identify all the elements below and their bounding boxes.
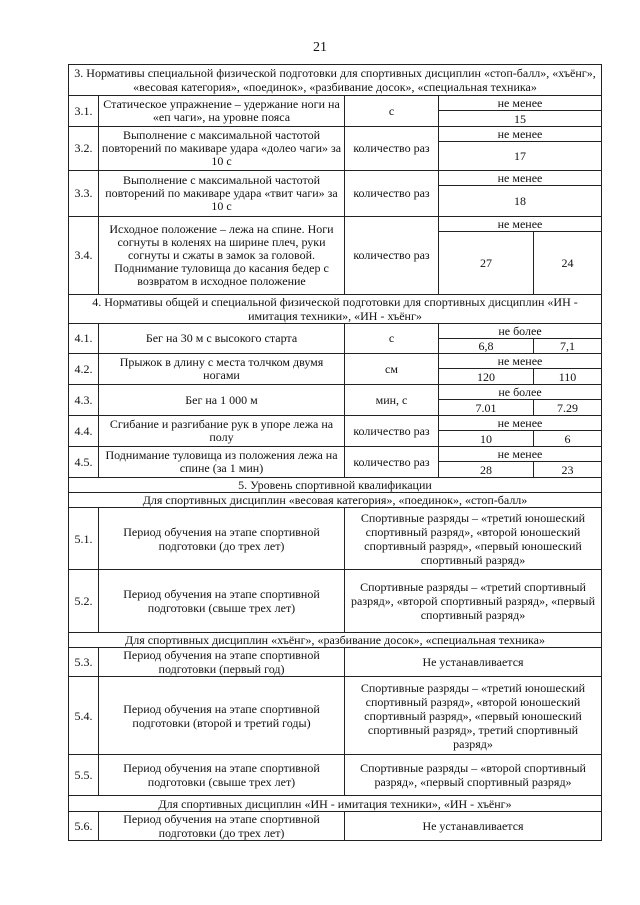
section-header: Для спортивных дисциплин «ИН - имитация техники», «ИН - хъёнг» (69, 796, 602, 812)
table-row (69, 324, 602, 339)
row-unit: количество раз (345, 217, 439, 295)
row-value-1: 6,8 (439, 339, 534, 354)
page-number: 21 (313, 40, 327, 55)
row-condition: не менее (439, 447, 602, 462)
row-number: 5.5. (69, 755, 99, 796)
table-row (69, 295, 602, 324)
table-row (69, 478, 602, 493)
row-value-2: 7.29 (534, 400, 602, 416)
row-value-2: 7,1 (534, 339, 602, 354)
row-number: 3.4. (69, 217, 99, 295)
row-unit: количество раз (345, 447, 439, 478)
row-condition: не менее (439, 354, 602, 369)
row-description: Поднимание туловища из положения лежа на спине (за 1 мин) (99, 447, 345, 478)
row-unit: с (345, 324, 439, 354)
row-condition: не более (439, 324, 602, 339)
row-value: 17 (439, 142, 602, 171)
section-header: 4. Нормативы общей и специальной физической подготовки для спортивных дисциплин «ИН - имитация техники», «ИН - хъёнг» (69, 295, 602, 324)
table-row (69, 648, 602, 677)
row-description: Период обучения на этапе спортивной подготовки (до трех лет) (99, 812, 345, 841)
row-number: 4.2. (69, 354, 99, 385)
row-description: Бег на 30 м с высокого старта (99, 324, 345, 354)
section-header: 3. Нормативы специальной физической подготовки для спортивных дисциплин «стоп-балл», «хъёнг», «весовая категория», «поединок», «разбивание досок», «специальная техника» (69, 65, 602, 96)
standards-table (68, 64, 602, 841)
row-description: Период обучения на этапе спортивной подготовки (второй и третий годы) (99, 677, 345, 755)
table-row (69, 796, 602, 812)
row-description: Прыжок в длину с места толчком двумя ногами (99, 354, 345, 385)
row-condition: не менее (439, 127, 602, 142)
row-unit: количество раз (345, 171, 439, 217)
row-condition: не менее (439, 171, 602, 186)
row-number: 5.4. (69, 677, 99, 755)
row-number: 5.6. (69, 812, 99, 841)
table-row (69, 416, 602, 431)
row-number: 4.5. (69, 447, 99, 478)
row-number: 4.3. (69, 385, 99, 416)
row-value: 15 (439, 111, 602, 127)
row-number: 4.1. (69, 324, 99, 354)
row-condition: не менее (439, 96, 602, 111)
table-row (69, 385, 602, 400)
row-value-1: 28 (439, 462, 534, 478)
table-row (69, 217, 602, 232)
section-header: Для спортивных дисциплин «хъёнг», «разбивание досок», «специальная техника» (69, 633, 602, 648)
row-value: Не устанавливается (345, 812, 602, 841)
row-value: 18 (439, 186, 602, 217)
row-condition: не менее (439, 217, 602, 232)
row-description: Выполнение с максимальной частотой повторений по макиваре удара «твит чаги» за 10 с (99, 171, 345, 217)
row-value: Не устанавливается (345, 648, 602, 677)
row-unit: мин, с (345, 385, 439, 416)
section-header: 5. Уровень спортивной квалификации (69, 478, 602, 493)
row-unit: количество раз (345, 127, 439, 171)
row-description: Статическое упражнение – удержание ноги на «еп чаги», на уровне пояса (99, 96, 345, 127)
row-value: Спортивные разряды – «третий юношеский спортивный разряд», «второй юношеский спортивный разряд», «первый юношеский спортивный разряд», третий спортивный разряд» (345, 677, 602, 755)
row-unit: см (345, 354, 439, 385)
row-condition: не менее (439, 416, 602, 431)
row-unit: с (345, 96, 439, 127)
table-row (69, 493, 602, 508)
row-value-1: 27 (439, 232, 534, 295)
row-description: Период обучения на этапе спортивной подготовки (свыше трех лет) (99, 570, 345, 633)
row-number: 5.3. (69, 648, 99, 677)
table-row (69, 570, 602, 633)
row-value-2: 24 (534, 232, 602, 295)
table-row (69, 447, 602, 462)
row-description: Период обучения на этапе спортивной подготовки (до трех лет) (99, 508, 345, 570)
row-value-2: 110 (534, 369, 602, 385)
row-number: 3.2. (69, 127, 99, 171)
table-row (69, 508, 602, 570)
table-row (69, 812, 602, 841)
table-row (69, 677, 602, 755)
section-header: Для спортивных дисциплин «весовая категория», «поединок», «стоп-балл» (69, 493, 602, 508)
table-row (69, 171, 602, 186)
row-description: Бег на 1 000 м (99, 385, 345, 416)
row-value-2: 6 (534, 431, 602, 447)
table-row (69, 65, 602, 96)
row-value-1: 7.01 (439, 400, 534, 416)
row-description: Период обучения на этапе спортивной подготовки (свыше трех лет) (99, 755, 345, 796)
row-description: Сгибание и разгибание рук в упоре лежа на полу (99, 416, 345, 447)
row-value: Спортивные разряды – «третий юношеский спортивный разряд», «второй юношеский спортивный разряд», «первый юношеский спортивный разряд» (345, 508, 602, 570)
table-row (69, 633, 602, 648)
row-description: Исходное положение – лежа на спине. Ноги согнуты в коленях на ширине плеч, руки согнуты и сжаты в замок за головой. Поднимание туловища до касания бедер с возвратом в исходное положение (99, 217, 345, 295)
table-row (69, 127, 602, 142)
row-value: Спортивные разряды – «второй спортивный разряд», «первый спортивный разряд» (345, 755, 602, 796)
row-description: Период обучения на этапе спортивной подготовки (первый год) (99, 648, 345, 677)
row-unit: количество раз (345, 416, 439, 447)
row-condition: не более (439, 385, 602, 400)
table-row (69, 354, 602, 369)
table-row (69, 755, 602, 796)
row-number: 5.2. (69, 570, 99, 633)
row-value-1: 120 (439, 369, 534, 385)
row-number: 5.1. (69, 508, 99, 570)
table-row (69, 96, 602, 111)
row-value-2: 23 (534, 462, 602, 478)
row-number: 3.1. (69, 96, 99, 127)
row-number: 4.4. (69, 416, 99, 447)
row-description: Выполнение с максимальной частотой повторений по макиваре удара «долео чаги» за 10 с (99, 127, 345, 171)
row-number: 3.3. (69, 171, 99, 217)
row-value: Спортивные разряды – «третий спортивный разряд», «второй спортивный разряд», «первый спортивный разряд» (345, 570, 602, 633)
row-value-1: 10 (439, 431, 534, 447)
